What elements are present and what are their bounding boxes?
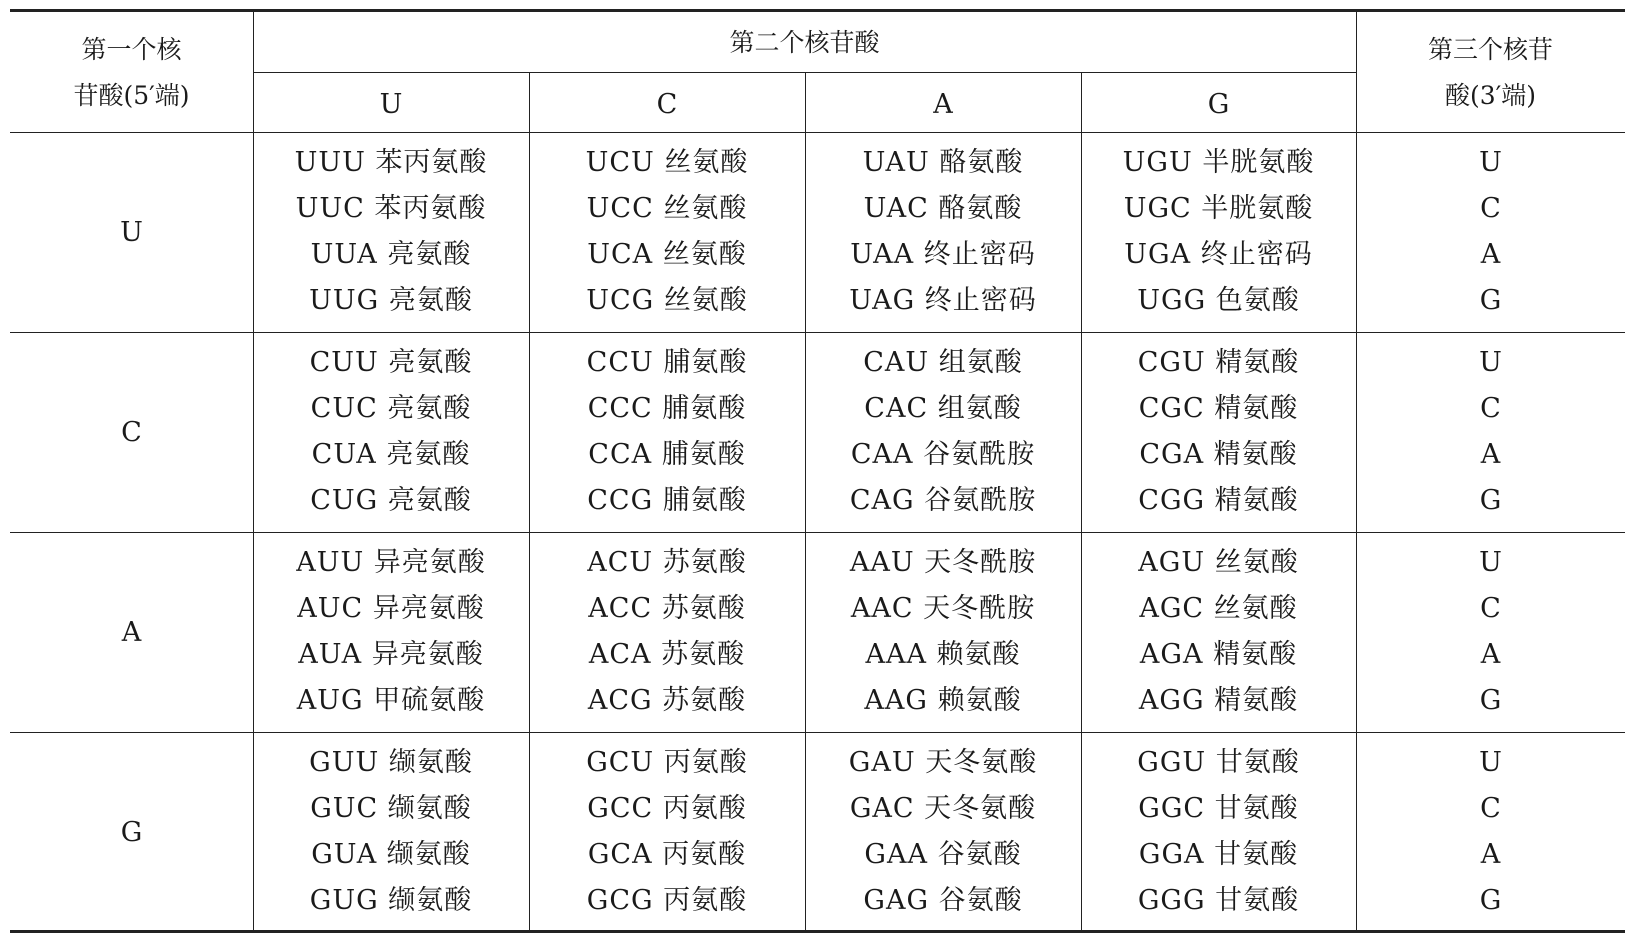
codon-cell: GUC 缬氨酸 [310,792,472,824]
codon-cell: UCG 丝氨酸 [586,284,748,316]
codon-cell: GAC 天冬氨酸 [849,792,1037,824]
codon-cell: ACU 苏氨酸 [587,546,747,578]
codon-cell: UCU 丝氨酸 [585,146,749,178]
first-nucleotide-header-line1: 第一个核 [81,34,182,64]
codon-cell: CUA 亮氨酸 [311,438,471,470]
codon-cell: GCA 丙氨酸 [587,838,747,870]
codon-cell: CGA 精氨酸 [1139,438,1298,470]
codon-cell: AUA 异亮氨酸 [298,638,484,670]
third-base-label: A [1480,438,1501,470]
codon-cell: AUC 异亮氨酸 [297,592,485,624]
third-base-label: G [1479,284,1502,316]
codon-cell: UUC 苯丙氨酸 [295,192,487,224]
codon-cell: CAC 组氨酸 [864,392,1022,424]
codon-cell: UUA 亮氨酸 [310,238,472,270]
third-base-label: C [1480,392,1501,424]
codon-cell: CGC 精氨酸 [1138,392,1299,424]
codon-cell: CUU 亮氨酸 [309,346,473,378]
codon-cell: CCA 脯氨酸 [588,438,746,470]
third-base-label: C [1480,592,1501,624]
codon-cell: UGA 终止密码 [1124,238,1313,270]
codon-cell: AUG 甲硫氨酸 [296,684,486,716]
first-nucleotide-header-line2: 苷酸(5′端) [73,80,190,110]
first-base-label: U [120,217,143,248]
codon-cell: GCG 丙氨酸 [586,884,748,916]
codon-cell: GGC 甘氨酸 [1138,792,1299,824]
second-base-header: A [933,88,953,120]
codon-cell: GAA 谷氨酸 [864,838,1022,870]
third-nucleotide-header-line1: 第三个核苷 [1427,34,1553,64]
codon-cell: GGG 甘氨酸 [1137,884,1300,916]
third-base-label: A [1480,638,1501,670]
codon-cell: CCU 脯氨酸 [586,346,748,378]
codon-cell: UGG 色氨酸 [1137,284,1300,316]
codon-cell: AGU 丝氨酸 [1138,546,1299,578]
third-base-label: G [1479,684,1502,716]
codon-cell: AUU 异亮氨酸 [296,546,486,578]
codon-cell: CCC 脯氨酸 [587,392,747,424]
third-nucleotide-header-line2: 酸(3′端) [1444,80,1537,110]
second-base-header: G [1207,88,1230,120]
codon-cell: CCG 脯氨酸 [587,484,747,516]
codon-cell: GUG 缬氨酸 [309,884,473,916]
second-base-header: U [379,88,403,120]
second-base-header: C [656,88,678,120]
codon-cell: AAU 天冬酰胺 [849,546,1037,578]
codon-cell: CGU 精氨酸 [1137,346,1300,378]
third-base-label: U [1479,546,1502,578]
third-base-label: G [1479,884,1502,916]
codon-cell: UGU 半胱氨酸 [1122,146,1315,178]
codon-cell: UAA 终止密码 [850,238,1036,270]
codon-cell: AGG 精氨酸 [1138,684,1299,716]
codon-cell: GUU 缬氨酸 [309,746,473,778]
codon-cell: UAC 酪氨酸 [863,192,1023,224]
codon-cell: CUG 亮氨酸 [310,484,472,516]
codon-cell: GAU 天冬氨酸 [848,746,1038,778]
codon-cell: UUG 亮氨酸 [309,284,473,316]
third-base-label: C [1480,792,1501,824]
codon-cell: CUC 亮氨酸 [310,392,472,424]
codon-cell: UAG 终止密码 [849,284,1037,316]
codon-cell: CAG 谷氨酰胺 [849,484,1037,516]
codon-cell: CAU 组氨酸 [863,346,1023,378]
codon-cell: GCC 丙氨酸 [587,792,747,824]
third-base-label: U [1479,146,1502,178]
third-base-label: U [1479,746,1502,778]
codon-cell: UAU 酪氨酸 [862,146,1024,178]
codon-cell: UCC 丝氨酸 [586,192,748,224]
codon-cell: AAG 赖氨酸 [864,684,1022,716]
codon-cell: AAC 天冬酰胺 [850,592,1036,624]
second-nucleotide-header: 第二个核苷酸 [729,27,880,57]
third-base-label: G [1479,484,1502,516]
codon-cell: UGC 半胱氨酸 [1123,192,1314,224]
codon-cell: CAA 谷氨酰胺 [850,438,1036,470]
first-base-label: G [120,817,143,848]
codon-cell: GUA 缬氨酸 [311,838,471,870]
third-base-label: A [1480,838,1501,870]
first-base-label: C [121,417,142,448]
codon-cell: ACC 苏氨酸 [588,592,746,624]
third-base-label: C [1480,192,1501,224]
codon-cell: GCU 丙氨酸 [586,746,748,778]
third-base-label: A [1480,238,1501,270]
codon-cell: CGG 精氨酸 [1138,484,1299,516]
codon-cell: ACA 苏氨酸 [588,638,746,670]
codon-cell: AGA 精氨酸 [1139,638,1298,670]
codon-cell: UUU 苯丙氨酸 [294,146,488,178]
first-base-label: A [121,617,142,648]
codon-cell: GGU 甘氨酸 [1137,746,1300,778]
codon-cell: UCA 丝氨酸 [587,238,747,270]
codon-cell: GAG 谷氨酸 [863,884,1023,916]
codon-cell: AAA 赖氨酸 [865,638,1021,670]
third-base-label: U [1479,346,1502,378]
codon-cell: GGA 甘氨酸 [1138,838,1299,870]
codon-cell: AGC 丝氨酸 [1139,592,1298,624]
codon-cell: ACG 苏氨酸 [587,684,747,716]
